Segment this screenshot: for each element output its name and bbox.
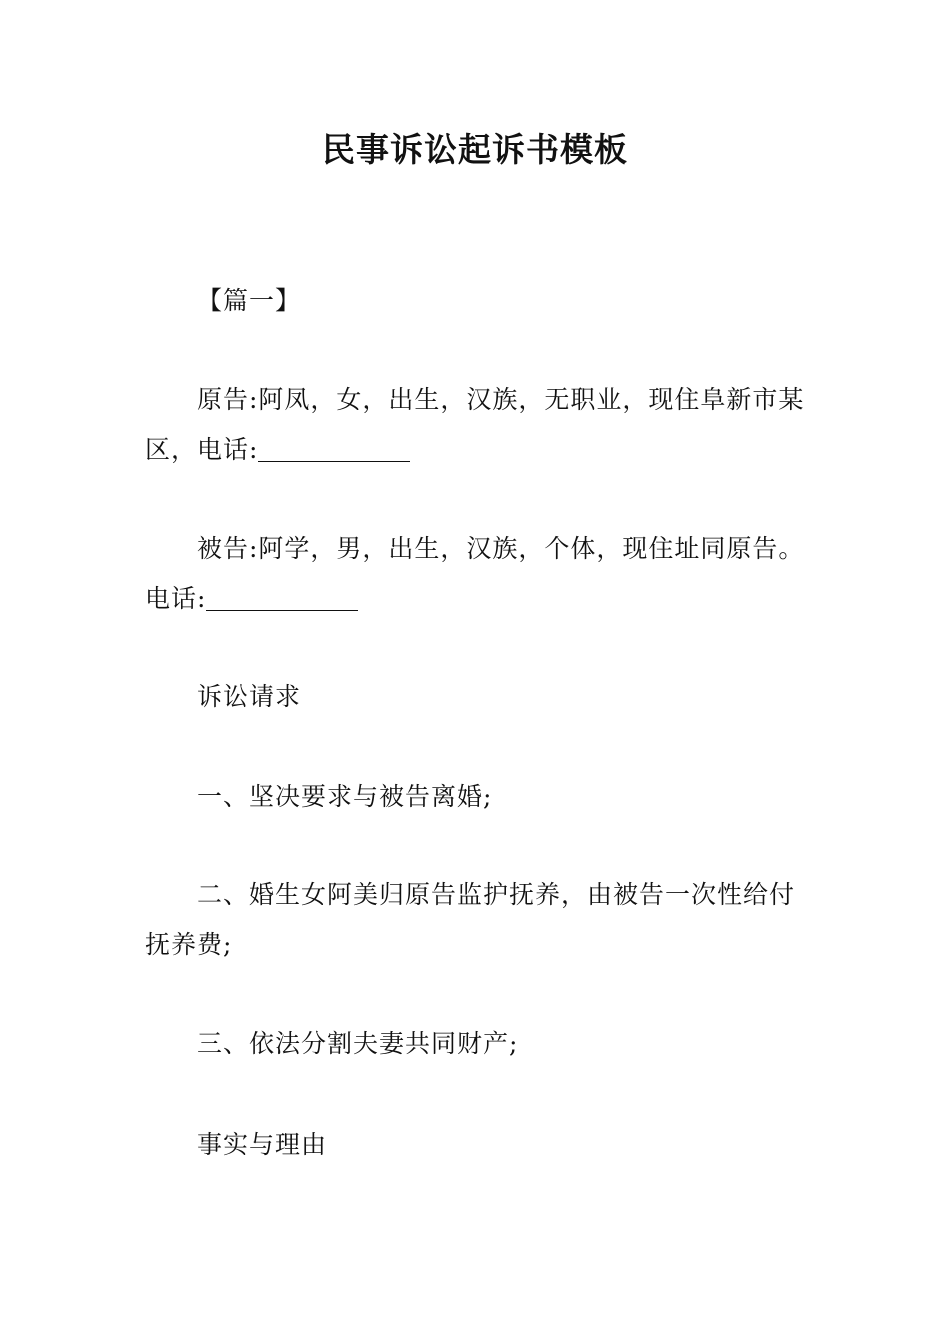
- claim-item-3: 三、依法分割夫妻共同财产;: [197, 1029, 519, 1058]
- defendant-phone-blank: [206, 580, 358, 611]
- claim-item-1: 一、坚决要求与被告离婚;: [197, 782, 493, 811]
- plaintiff-phone-blank: [258, 431, 410, 462]
- claim-item-2: 二、婚生女阿美归原告监护抚养，由被告一次性给付抚养费;: [145, 880, 796, 959]
- plaintiff-paragraph: [145, 375, 810, 475]
- facts-heading: 事实与理由: [197, 1130, 328, 1159]
- section-label: 【篇一】: [197, 286, 302, 315]
- defendant-text: 被告:阿学，男，出生，汉族，个体，现住址同原告。电话:: [145, 534, 805, 613]
- plaintiff-text: 原告:阿凤，女，出生，汉族，无职业，现住阜新市某区，电话:: [145, 385, 805, 464]
- document-title: 民事诉讼起诉书模板: [322, 130, 628, 169]
- defendant-paragraph: [145, 524, 810, 624]
- claims-heading: 诉讼请求: [197, 682, 302, 711]
